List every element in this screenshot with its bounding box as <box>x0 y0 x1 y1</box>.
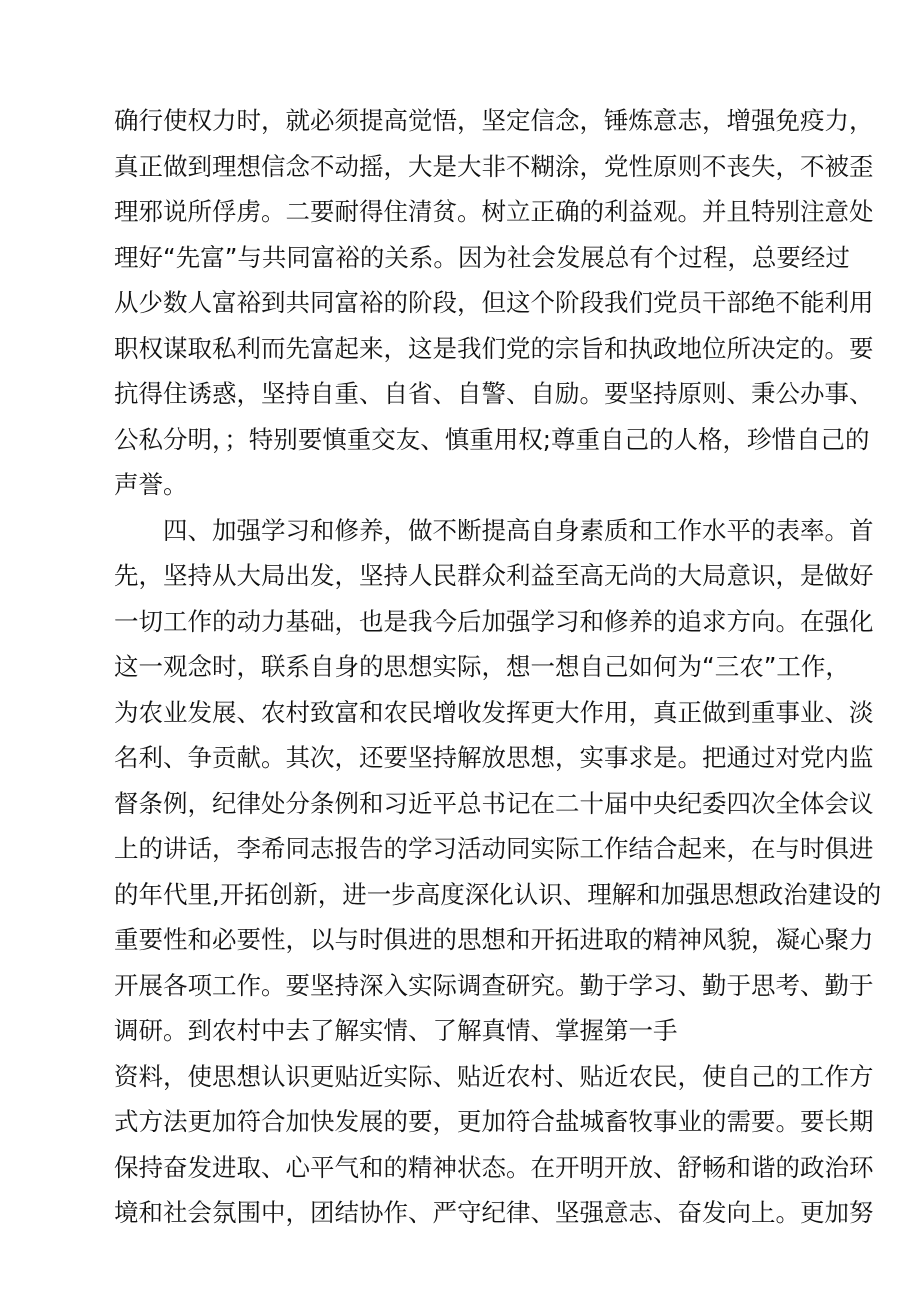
text-line: 抗得住诱惑，坚持自重、自省、自警、自励。要坚持原则、秉公办事、 <box>114 379 874 408</box>
text-line: 为农业发展、农村致富和农民增收发挥更大作用，真正做到重事业、淡 <box>114 697 874 727</box>
text-line: 上的讲话，李希同志报告的学习活动同实际工作结合起来，在与时俱进 <box>114 834 874 863</box>
text-line: 真正做到理想信念不动摇，大是大非不糊涂，党性原则不丧失，不被歪 <box>114 151 874 181</box>
text-line: 确行使权力时，就必须提高觉悟，坚定信念，锤炼意志，增强免疫力， <box>114 106 874 135</box>
document-body <box>114 98 882 1236</box>
text-line: 理好“先富”与共同富裕的关系。因为社会发展总有个过程，总要经过 <box>114 242 850 272</box>
text-line: 资料，使思想认识更贴近实际、贴近农村、贴近农民，使自己的工作方 <box>114 1061 874 1091</box>
text-line: 一切工作的动力基础，也是我今后加强学习和修养的追求方向。在强化 <box>114 606 874 636</box>
text-line: 式方法更加符合加快发展的要，更加符合盐城畜牧事业的需要。要长期 <box>114 1107 874 1136</box>
text-line: 理邪说所俘虏。二要耐得住清贫。树立正确的利益观。并且特别注意处 <box>114 197 874 226</box>
text-line: 从少数人富裕到共同富裕的阶段，但这个阶段我们党员干部绝不能利用 <box>114 288 874 317</box>
text-line: 重要性和必要性，以与时俱进的思想和开拓进取的精神风貌，凝心聚力 <box>114 925 874 954</box>
text-line: 的年代里,开拓创新，进一步高度深化认识、理解和加强思想政治建设的 <box>114 879 882 909</box>
text-line: 声誉。 <box>114 470 188 499</box>
text-line: 境和社会氛围中，团结协作、严守纪律、坚强意志、奋发向上。更加努 <box>114 1198 874 1227</box>
text-line: 督条例，纪律处分条例和习近平总书记在二十届中央纪委四次全体会议 <box>114 788 874 818</box>
text-line: 保持奋发进取、心平气和的精神状态。在开明开放、舒畅和谐的政治环 <box>114 1152 874 1182</box>
text-line: 这一观念时，联系自身的思想实际，想一想自己如何为“三农”工作， <box>114 652 850 681</box>
text-line: 先，坚持从大局出发，坚持人民群众利益至高无尚的大局意识，是做好 <box>114 561 874 590</box>
text-line: 公私分明，；特别要慎重交友、慎重用权;尊重自己的人格，珍惜自己的 <box>114 424 870 454</box>
text-line: 四、加强学习和修养，做不断提高自身素质和工作水平的表率。首 <box>114 515 874 545</box>
text-line: 职权谋取私利而先富起来，这是我们党的宗旨和执政地位所决定的。要 <box>114 333 874 363</box>
text-line: 开展各项工作。要坚持深入实际调查研究。勤于学习、勤于思考、勤于 <box>114 970 874 1000</box>
text-line: 名利、争贡献。其次，还要坚持解放思想，实事求是。把通过对党内监 <box>114 743 874 772</box>
text-line: 调研。到农村中去了解实情、了解真情、掌握第一手 <box>114 1016 678 1045</box>
